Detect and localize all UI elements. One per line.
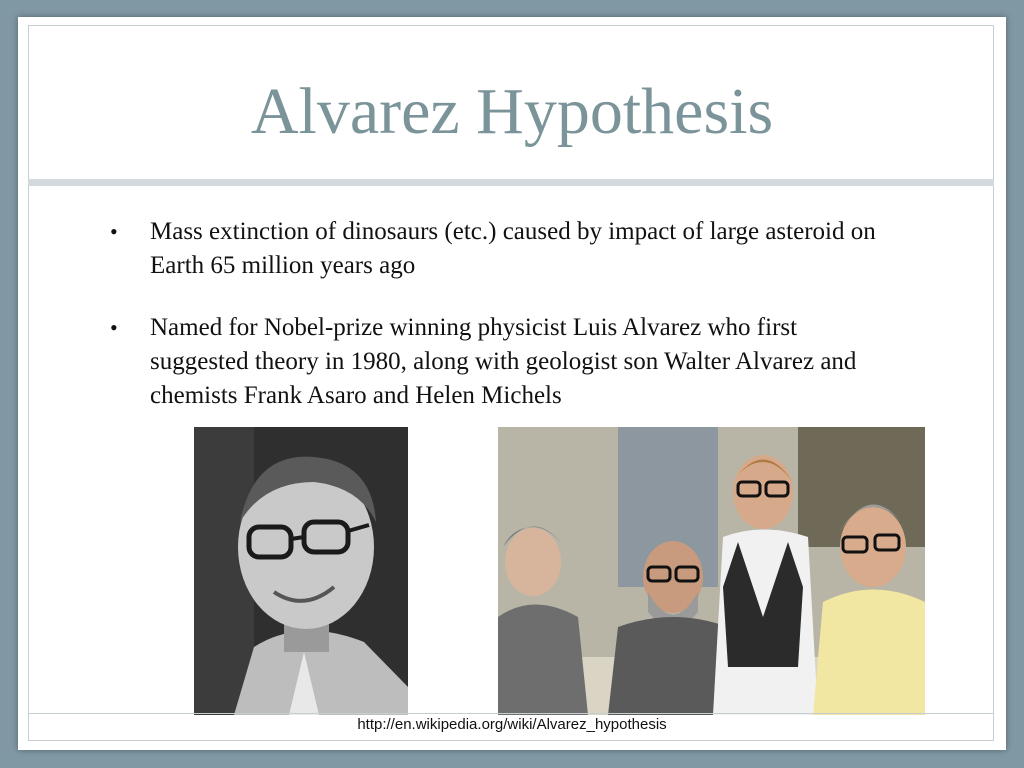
bullet-list — [108, 215, 898, 441]
alvarez-team-photo — [498, 427, 925, 715]
footer-divider — [28, 713, 994, 714]
slide — [18, 17, 1006, 750]
title-divider — [28, 179, 994, 186]
bullet-item — [108, 215, 898, 283]
luis-alvarez-photo — [194, 427, 408, 715]
bullet-icon: • — [110, 315, 118, 340]
group-illustration — [498, 427, 925, 715]
source-link[interactable]: http://en.wikipedia.org/wiki/Alvarez_hypothesis — [357, 716, 667, 733]
bullet-text: Mass extinction of dinosaurs (etc.) caused by impact of large asteroid on Earth 65 million years ago — [150, 218, 876, 279]
bullet-text: Named for Nobel-prize winning physicist Luis Alvarez who first suggested theory in 1980, along with geologist son Walter Alvarez and chemists Frank Asaro and Helen Michels — [150, 314, 857, 409]
bullet-item — [108, 311, 898, 413]
bullet-icon: • — [110, 219, 118, 244]
slide-title: Alvarez Hypothesis — [250, 75, 774, 148]
portrait-illustration — [194, 427, 408, 715]
